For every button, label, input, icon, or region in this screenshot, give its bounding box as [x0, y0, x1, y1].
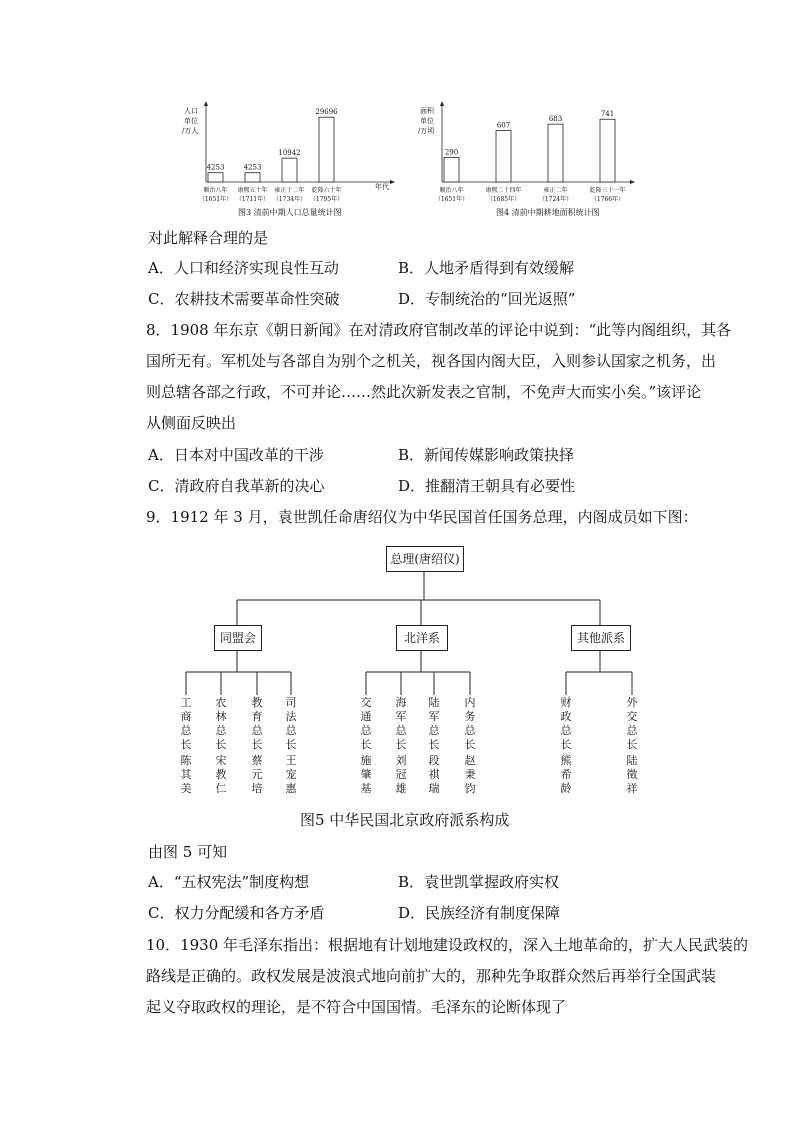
cabinet-post-title: 陆军总长: [428, 696, 440, 751]
bar-3: [548, 124, 563, 182]
bar-1: [444, 157, 459, 182]
x-tick-label-4-line-1: 乾隆三十一年: [589, 187, 626, 194]
x-axis-label: 年代: [375, 183, 389, 191]
x-tick-label-1-line-1: 顺治八年: [439, 187, 464, 194]
x-tick-label-4-line-2: （1795年）: [309, 196, 344, 203]
cabinet-member-name: 陆徵祥: [626, 754, 638, 795]
x-tick-label-4-line-2: （1766年）: [590, 196, 625, 203]
org-root-premier: 总理(唐绍仪): [386, 546, 464, 572]
x-tick-label-4-line-1: 乾隆六十年: [311, 187, 342, 194]
q9-follow: 由图 5 可知: [148, 843, 228, 861]
x-tick-label-1-line-2: （1651年）: [434, 196, 469, 203]
cabinet-post-title: 司法总长: [285, 696, 297, 751]
org-group-beiyang: 北洋系: [396, 625, 448, 651]
cabinet-post-title: 外交总长: [626, 696, 638, 751]
bar-value-label-1: 290: [444, 148, 459, 157]
cabinet-member-name: 陈其美: [180, 754, 192, 795]
x-tick-label-2-line-1: 康熙二十四年: [485, 187, 522, 194]
y-axis-label-line-1: 人口: [184, 107, 198, 115]
x-tick-label-2-line-2: （1711年）: [235, 196, 270, 203]
cabinet-member-name: 蔡元培: [251, 754, 263, 795]
cabinet-post-title: 交通总长: [360, 696, 372, 751]
x-tick-label-3-line-2: （1724年）: [538, 196, 573, 203]
q9-stem: 9．1912 年 3 月，袁世凯任命唐绍仪为中华民国首任国务总理，内阁成员如下图：: [146, 508, 698, 526]
bar-value-label-3: 683: [548, 115, 563, 124]
bar-2: [245, 173, 260, 182]
x-tick-label-1-line-2: （1651年）: [198, 196, 233, 203]
x-tick-label-2-line-2: （1685年）: [486, 196, 521, 203]
q8-line-1: 8．1908 年东京《朝日新闻》在对清政府官制改革的评论中说到：“此等内阁组织，其各: [146, 321, 732, 339]
bar-3: [282, 158, 297, 182]
y-axis-label-line-3: /万人: [182, 127, 199, 135]
cabinet-member-name: 施肇基: [360, 754, 372, 795]
q9-option-a[interactable]: A．“五权宪法”制度构想: [148, 873, 310, 891]
cabinet-post-title: 海军总长: [395, 696, 407, 751]
q8-line-2: 国所无有。军机处与各部自为别个之机关，视各国内阁大臣，入则参认国家之机务，出: [146, 352, 717, 370]
bar-value-label-1: 4253: [206, 163, 225, 172]
bar-4: [319, 117, 334, 182]
q10-line-2: 路线是正确的。政权发展是波浪式地向前扩大的，那种先争取群众然后再举行全国武装: [146, 967, 717, 985]
q7-option-a[interactable]: A．人口和经济实现良性互动: [148, 259, 339, 277]
q7-stem: 对此解释合理的是: [148, 229, 269, 247]
cabinet-post-title: 教育总长: [251, 696, 263, 751]
q8-option-c[interactable]: C．清政府自我革新的决心: [148, 477, 325, 495]
y-axis-label-line-2: 单位: [184, 117, 198, 125]
cabinet-member-name: 段祺瑞: [428, 754, 440, 795]
cabinet-member-name: 刘冠雄: [395, 754, 407, 795]
cabinet-post-title: 工商总长: [180, 696, 192, 751]
org-group-tongmenghui: 同盟会: [214, 625, 262, 651]
x-axis-arrow: [390, 180, 395, 184]
bar-value-label-4: 741: [600, 110, 615, 119]
q10-line-1: 10．1930 年毛泽东指出：根据地有计划地建设政权的，深入土地革命的，扩大人民武装的: [146, 936, 749, 954]
x-tick-label-1-line-1: 顺治八年: [203, 187, 228, 194]
x-tick-label-3-line-1: 雍正十二年: [274, 187, 305, 194]
q10-line-3: 起义夺取政权的理论，是不符合中国国情。毛泽东的论断体现了: [146, 998, 567, 1016]
q8-line-4: 从侧面反映出: [146, 414, 237, 432]
q8-option-d[interactable]: D．推翻清王朝具有必要性: [398, 477, 576, 495]
q9-option-d[interactable]: D．民族经济有制度保障: [398, 904, 561, 922]
figure-3-population-chart: [178, 98, 400, 222]
q9-option-c[interactable]: C．权力分配缓和各方矛盾: [148, 904, 325, 922]
org-chart-connectors: [178, 540, 648, 800]
bar-value-label-2: 607: [496, 121, 511, 130]
cabinet-member-name: 熊希龄: [560, 754, 572, 795]
x-axis-arrow: [630, 180, 635, 184]
x-tick-label-2-line-1: 康熙五十年: [237, 187, 268, 194]
org-group-other: 其他派系: [571, 625, 631, 651]
q7-option-d[interactable]: D．专制统治的“回光返照”: [398, 290, 576, 308]
y-axis-label-line-2: 单位: [420, 117, 434, 125]
cabinet-post-title: 农林总长: [215, 696, 227, 751]
y-axis-arrow: [204, 101, 208, 106]
cabinet-member-name: 宋教仁: [215, 754, 227, 795]
y-axis-arrow: [440, 101, 444, 106]
q8-option-b[interactable]: B．新闻传媒影响政策抉择: [398, 446, 575, 464]
bar-value-label-4: 29696: [315, 108, 338, 117]
y-axis-label-line-1: 面积: [420, 107, 434, 115]
x-tick-label-3-line-1: 雍正二年: [543, 187, 568, 194]
bar-value-label-3: 10942: [278, 149, 301, 158]
figure-4-svg: [414, 98, 636, 222]
cabinet-post-title: 内务总长: [464, 696, 476, 751]
bar-value-label-2: 4253: [243, 163, 262, 172]
cabinet-post-title: 财政总长: [560, 696, 572, 751]
x-tick-label-3-line-2: （1734年）: [272, 196, 307, 203]
figure-5-caption: 图5 中华民国北京政府派系构成: [300, 811, 510, 829]
bar-2: [496, 131, 511, 182]
q7-option-c[interactable]: C．农耕技术需要革命性突破: [148, 290, 340, 308]
bar-4: [600, 119, 615, 182]
q9-option-b[interactable]: B．袁世凯掌握政府实权: [398, 873, 560, 891]
figure-4-farmland-chart: [414, 98, 636, 222]
bar-1: [208, 173, 223, 182]
q7-option-b[interactable]: B．人地矛盾得到有效缓解: [398, 259, 575, 277]
cabinet-member-name: 赵秉钧: [464, 754, 476, 795]
figure-3-svg: [178, 98, 400, 222]
q8-line-3: 则总辖各部之行政，不可并论……然此次新发表之官制，不免声大而实小矣。”该评论: [146, 383, 702, 401]
figure-5-cabinet-org-chart: [178, 540, 648, 800]
figure-3-caption: 图3 清前中期人口总量统计图: [238, 208, 342, 217]
figure-4-caption: 图4 清前中期耕地面积统计图: [496, 208, 600, 217]
cabinet-member-name: 王宠惠: [285, 754, 297, 795]
y-axis-label-line-3: /万顷: [418, 127, 435, 135]
q8-option-a[interactable]: A．日本对中国改革的干涉: [148, 446, 324, 464]
